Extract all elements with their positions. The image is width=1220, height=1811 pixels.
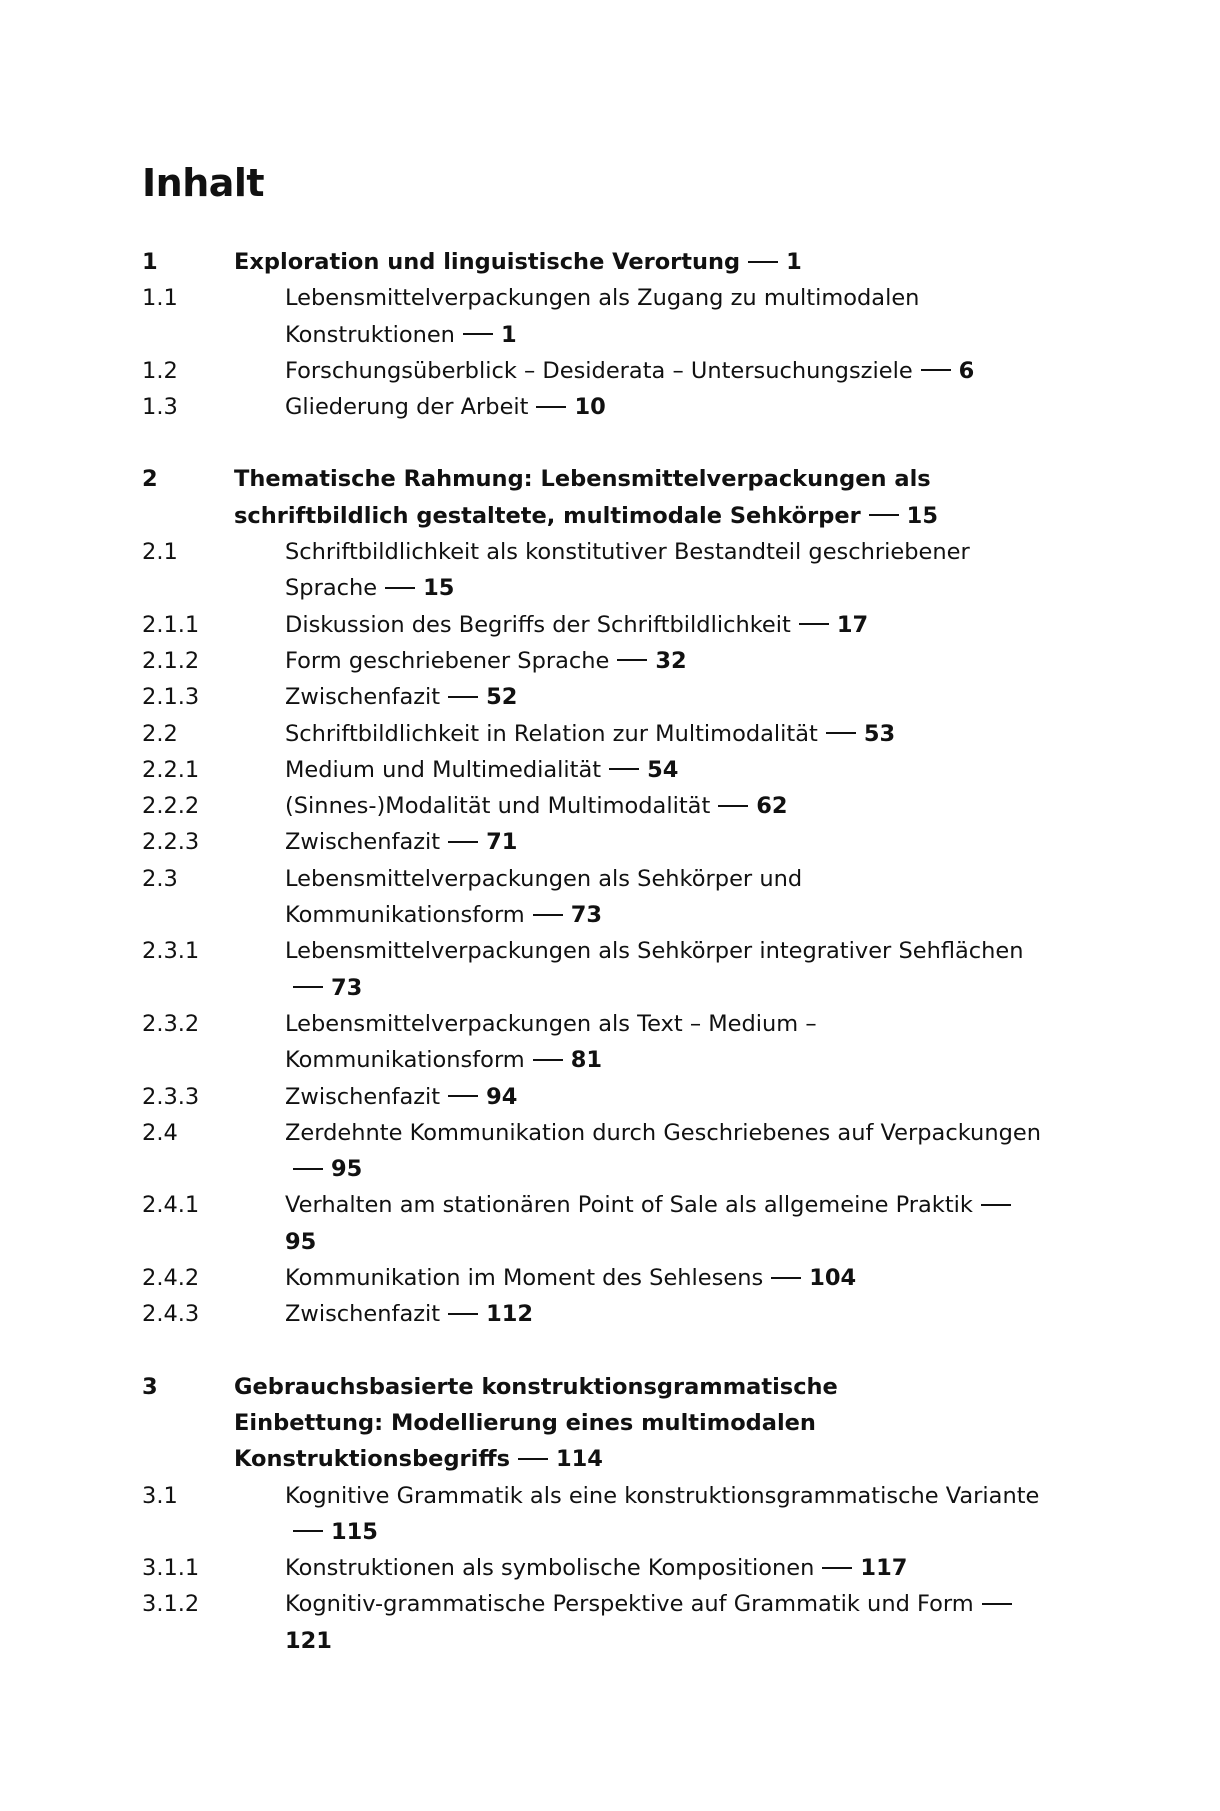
- toc-entry-number: 1.3: [142, 394, 178, 421]
- leader-dash: [448, 696, 478, 698]
- toc-section-2-1-1: [142, 607, 1082, 643]
- toc-entry-page: 117: [860, 1555, 908, 1582]
- toc-entry-text: [285, 1006, 1045, 1079]
- toc-entry-title: Zwischenfazit: [285, 1083, 441, 1110]
- toc-entry-page: 15: [423, 575, 455, 602]
- toc-entry-page: 52: [486, 684, 518, 711]
- toc-entry-title: Zwischenfazit: [285, 1301, 441, 1328]
- toc-entry-text: [285, 752, 1045, 788]
- toc-entry-page: 10: [574, 394, 606, 421]
- toc-entry-text: [285, 824, 1045, 860]
- toc-entry-title: Medium und Multimedialität: [285, 756, 602, 783]
- toc-entry-number: 1.1: [142, 285, 178, 312]
- toc-chapter-3: [142, 1369, 1082, 1478]
- toc-entry-title: Zwischenfazit: [285, 684, 441, 711]
- toc-entry-number: 2: [142, 466, 158, 493]
- toc-entry-title: Kommunikation im Moment des Sehlesens: [285, 1265, 764, 1292]
- toc-section-2-3-3: [142, 1079, 1082, 1115]
- toc-entry-number: 3.1.1: [142, 1555, 200, 1582]
- toc-entry-page: 6: [958, 357, 975, 384]
- toc-entry-title: Konstruktionen als symbolische Kompositionen: [285, 1555, 815, 1582]
- toc-entry-title: Gebrauchsbasierte konstruktionsgrammatische Einbettung: Modellierung eines multimodalen Konstruktionsbegriffs: [234, 1373, 838, 1473]
- toc-section-3-1: [142, 1478, 1082, 1551]
- toc-entry-page: 114: [555, 1446, 603, 1473]
- leader-dash: [982, 1603, 1012, 1605]
- leader-dash: [533, 914, 563, 916]
- toc-entry-text: [285, 353, 1045, 389]
- toc-entry-text: [234, 461, 994, 534]
- toc-section-2-1: [142, 534, 1082, 607]
- toc-entry-title: Kognitiv-grammatische Perspektive auf Grammatik und Form: [285, 1591, 974, 1618]
- toc-entry-page: 1: [786, 249, 802, 275]
- toc-entry-number: 2.3: [142, 865, 178, 892]
- page-title: Inhalt: [142, 161, 265, 205]
- toc-entry-text: [285, 389, 1045, 425]
- toc-section-2-4-3: [142, 1296, 1082, 1332]
- toc-section-2-2-1: [142, 752, 1082, 788]
- toc-entry-title: Exploration und linguistische Verortung: [234, 249, 741, 275]
- leader-dash: [771, 1277, 801, 1279]
- toc-entry-text: [285, 679, 1045, 715]
- leader-dash: [293, 1168, 323, 1170]
- toc-entry-page: 121: [285, 1627, 332, 1654]
- toc-entry-title: Schriftbildlichkeit in Relation zur Multimodalität: [285, 720, 818, 747]
- toc-entry-number: 2.3.3: [142, 1083, 200, 1110]
- toc-entry-text: [285, 1586, 1045, 1659]
- toc-entry-page: 73: [570, 902, 603, 929]
- toc-entry-title: Verhalten am stationären Point of Sale als allgemeine Praktik: [285, 1192, 973, 1219]
- leader-dash: [748, 261, 778, 263]
- toc-entry-page: 94: [486, 1083, 518, 1110]
- toc-entry-text: [285, 607, 1045, 643]
- leader-dash: [609, 768, 639, 770]
- toc-entry-page: 112: [486, 1301, 534, 1328]
- toc-section-1-1: [142, 280, 1082, 353]
- toc-section-2-2-2: [142, 788, 1082, 824]
- toc-section-2-2: [142, 716, 1082, 752]
- toc-entry-title: Lebensmittelverpackungen als Text – Medium – Kommunikationsform: [285, 1010, 817, 1074]
- toc-entry-page: 81: [570, 1047, 603, 1074]
- toc-section-2-3-1: [142, 933, 1082, 1006]
- toc-entry-title: Schriftbildlichkeit als konstitutiver Bestandteil geschriebener Sprache: [285, 539, 970, 602]
- toc-entry-number: 2.2.3: [142, 829, 200, 856]
- toc-entry-number: 2.2.2: [142, 793, 200, 820]
- table-of-contents: [142, 244, 1082, 1659]
- leader-dash: [293, 986, 323, 988]
- toc-entry-number: 2.4.1: [142, 1192, 200, 1219]
- toc-section-2-1-2: [142, 643, 1082, 679]
- leader-dash: [448, 1095, 478, 1097]
- toc-entry-title: Forschungsüberblick – Desiderata – Untersuchungsziele: [285, 357, 913, 384]
- leader-dash: [518, 1458, 548, 1460]
- toc-entry-page: 62: [756, 793, 788, 820]
- toc-entry-number: 3: [142, 1373, 158, 1400]
- toc-section-2-3-2: [142, 1006, 1082, 1079]
- toc-entry-number: 2.3.1: [142, 938, 200, 965]
- leader-dash: [448, 841, 478, 843]
- leader-dash: [617, 659, 647, 661]
- toc-entry-page: 53: [863, 720, 896, 747]
- toc-entry-number: 2.1.1: [142, 611, 200, 638]
- toc-entry-title: Form geschriebener Sprache: [285, 647, 610, 674]
- toc-entry-title: Zwischenfazit: [285, 829, 441, 856]
- leader-dash: [463, 333, 493, 335]
- toc-entry-number: 2.4.3: [142, 1301, 200, 1328]
- toc-entry-title: Zerdehnte Kommunikation durch Geschriebenes auf Verpackungen: [285, 1119, 1041, 1146]
- toc-entry-text: [285, 861, 1045, 934]
- toc-entry-page: 95: [285, 1228, 317, 1255]
- toc-entry-page: 32: [655, 647, 687, 674]
- toc-entry-page: 1: [500, 321, 517, 348]
- toc-entry-page: 17: [836, 611, 869, 638]
- toc-chapter-2: [142, 461, 1082, 534]
- toc-section-2-4-2: [142, 1260, 1082, 1296]
- toc-entry-number: 2.4: [142, 1119, 178, 1146]
- toc-entry-text: [285, 643, 1045, 679]
- toc-entry-title: Lebensmittelverpackungen als Sehkörper und Kommunikationsform: [285, 865, 803, 929]
- leader-dash: [921, 369, 951, 371]
- toc-entry-text: [285, 933, 1045, 1006]
- toc-section-2-2-3: [142, 824, 1082, 860]
- leader-dash: [822, 1567, 852, 1569]
- toc-entry-title: Diskussion des Begriffs der Schriftbildlichkeit: [285, 611, 791, 638]
- toc-entry-text: [285, 534, 1045, 607]
- leader-dash: [536, 406, 566, 408]
- toc-entry-text: [285, 1260, 1045, 1296]
- toc-section-1-2: [142, 353, 1082, 389]
- toc-entry-number: 1: [142, 249, 158, 275]
- leader-dash: [718, 805, 748, 807]
- toc-entry-text: [285, 1550, 1045, 1586]
- leader-dash: [448, 1313, 478, 1315]
- leader-dash: [869, 514, 899, 516]
- leader-dash: [385, 587, 415, 589]
- toc-entry-text: [285, 1079, 1045, 1115]
- toc-section-3-1-1: [142, 1550, 1082, 1586]
- toc-entry-number: 2.1.3: [142, 684, 200, 711]
- toc-entry-page: 115: [331, 1518, 378, 1545]
- toc-entry-number: 2.3.2: [142, 1010, 200, 1037]
- toc-section-2-4: [142, 1115, 1082, 1188]
- toc-entry-page: 71: [486, 829, 518, 856]
- toc-entry-number: 2.2.1: [142, 756, 200, 783]
- leader-dash: [826, 732, 856, 734]
- toc-section-3-1-2: [142, 1586, 1082, 1659]
- toc-entry-number: 3.1: [142, 1482, 178, 1509]
- toc-entry-number: 3.1.2: [142, 1591, 200, 1618]
- toc-entry-text: [285, 1115, 1045, 1188]
- toc-entry-page: 104: [809, 1265, 857, 1292]
- toc-entry-page: 73: [331, 974, 363, 1001]
- toc-entry-title: Thematische Rahmung: Lebensmittelverpackungen als schriftbildlich gestaltete, multimodale Sehkörper: [234, 466, 931, 529]
- toc-entry-text: [234, 1369, 994, 1478]
- toc-entry-page: 15: [906, 502, 938, 529]
- toc-entry-number: 2.1: [142, 539, 178, 566]
- toc-section-1-3: [142, 389, 1082, 425]
- toc-entry-text: [285, 788, 1045, 824]
- toc-section-2-1-3: [142, 679, 1082, 715]
- toc-entry-number: 2.1.2: [142, 647, 200, 674]
- toc-section-2-3: [142, 861, 1082, 934]
- toc-chapter-1: [142, 244, 1082, 280]
- toc-entry-number: 2.2: [142, 720, 178, 747]
- toc-entry-title: Kognitive Grammatik als eine konstruktionsgrammatische Variante: [285, 1482, 1040, 1509]
- toc-entry-number: 1.2: [142, 357, 178, 384]
- leader-dash: [533, 1059, 563, 1061]
- toc-section-2-4-1: [142, 1187, 1082, 1260]
- toc-entry-text: [234, 244, 994, 280]
- toc-entry-number: 2.4.2: [142, 1265, 200, 1292]
- toc-entry-page: 95: [331, 1156, 363, 1183]
- toc-entry-title: Gliederung der Arbeit: [285, 394, 529, 421]
- toc-entry-title: (Sinnes-)Modalität und Multimodalität: [285, 793, 711, 820]
- toc-entry-text: [285, 1478, 1045, 1551]
- toc-entry-text: [285, 280, 1045, 353]
- toc-entry-text: [285, 1296, 1045, 1332]
- toc-entry-text: [285, 716, 1045, 752]
- toc-entry-text: [285, 1187, 1045, 1260]
- leader-dash: [293, 1530, 323, 1532]
- leader-dash: [981, 1204, 1011, 1206]
- toc-entry-title: Lebensmittelverpackungen als Sehkörper integrativer Sehflächen: [285, 938, 1024, 965]
- toc-entry-title: Lebensmittelverpackungen als Zugang zu multimodalen Konstruktionen: [285, 285, 920, 348]
- leader-dash: [799, 623, 829, 625]
- toc-entry-page: 54: [647, 756, 679, 783]
